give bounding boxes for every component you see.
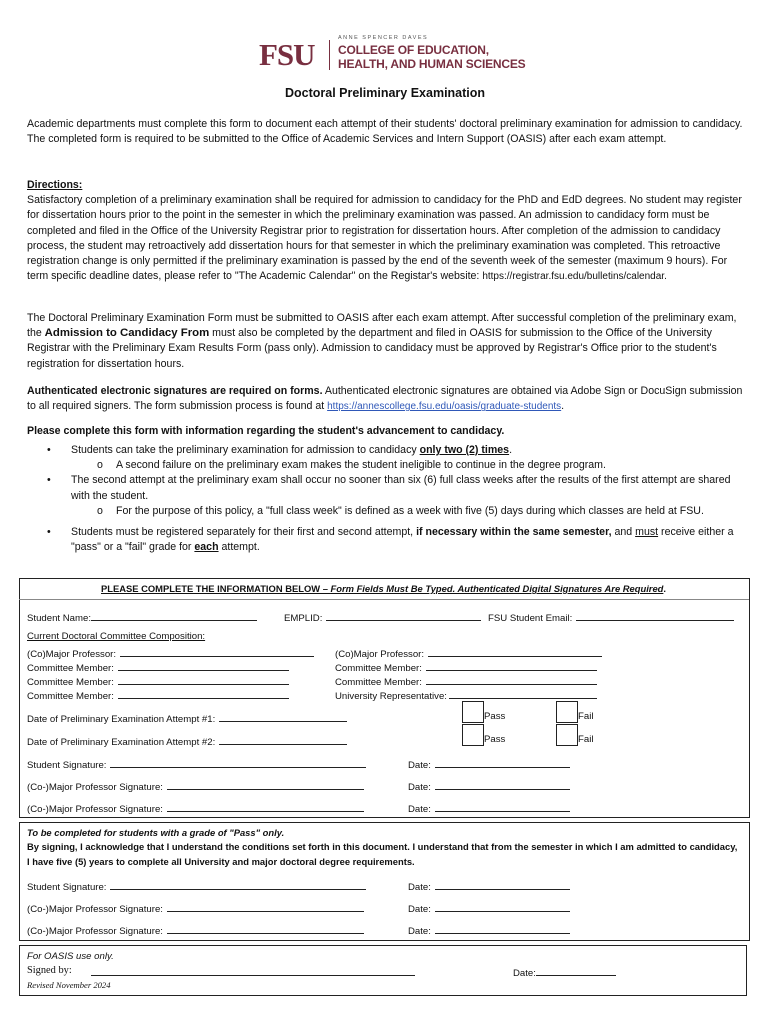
major-professor-label: (Co)Major Professor: xyxy=(27,649,117,660)
fsu-email-field[interactable] xyxy=(488,610,734,624)
date-field[interactable] xyxy=(408,901,570,915)
admission-text-a: The Doctoral Preliminary Examination Form must be submitted to OASIS after each exam attempt. After successful completion of the preliminary exam, the xyxy=(27,312,737,340)
complete-heading: Please complete this form with information regarding the student's advancement to candidacy. xyxy=(27,425,505,437)
committee-member-label: Committee Member: xyxy=(27,677,114,688)
committee-member-field[interactable] xyxy=(335,660,597,674)
committee-member-field[interactable] xyxy=(335,674,597,688)
committee-member-input[interactable] xyxy=(118,688,289,699)
pass-major-signature-field[interactable] xyxy=(27,923,364,937)
attempt2-date-field[interactable] xyxy=(27,734,347,748)
major-signature-input[interactable] xyxy=(167,801,364,812)
major-signature-field[interactable] xyxy=(27,779,364,793)
sub-bullet-item xyxy=(27,458,749,473)
attempt2-date-input[interactable] xyxy=(219,734,347,745)
signed-by-label: Signed by: xyxy=(27,965,72,976)
bullet-glyph: • xyxy=(47,474,51,487)
date-label: Date: xyxy=(408,760,431,771)
emplid-label: EMPLID: xyxy=(284,613,323,624)
sub-bullet-item xyxy=(27,504,749,519)
emplid-field[interactable] xyxy=(284,610,481,624)
major-signature-input[interactable] xyxy=(167,779,364,790)
university-rep-field[interactable] xyxy=(335,688,597,702)
fail-label: Fail xyxy=(578,734,594,745)
major-professor-input[interactable] xyxy=(120,646,314,657)
major-signature-input[interactable] xyxy=(167,923,364,934)
student-name-field[interactable] xyxy=(27,610,257,624)
bullet1-text: Students can take the preliminary examination for admission to candidacy xyxy=(71,444,420,456)
date-field[interactable] xyxy=(408,801,570,815)
directions-section xyxy=(27,178,749,284)
committee-member-input[interactable] xyxy=(426,674,597,685)
committee-member-label: Committee Member: xyxy=(27,663,114,674)
attempt1-date-input[interactable] xyxy=(219,711,347,722)
fail-label: Fail xyxy=(578,711,594,722)
university-rep-input[interactable] xyxy=(449,688,597,699)
bullet3-must: must xyxy=(635,526,659,539)
signatures-paragraph xyxy=(27,384,749,414)
student-name-label: Student Name: xyxy=(27,613,91,624)
committee-member-input[interactable] xyxy=(118,660,289,671)
committee-member-label: Committee Member: xyxy=(335,663,422,674)
pass-label: Pass xyxy=(484,711,506,722)
fsu-email-label: FSU Student Email: xyxy=(488,613,573,624)
major-signature-label: (Co-)Major Professor Signature: xyxy=(27,926,163,937)
pass-box-text: By signing, I acknowledge that I understand the conditions set forth in this document. I understand that from the semester in which I am admitted to candidacy, I have five (5) years to complete all University and major doctoral degree requirements. xyxy=(27,841,738,867)
fsu-wordmark: FSU xyxy=(259,37,315,72)
date-field[interactable] xyxy=(408,923,570,937)
bullet-item xyxy=(27,473,749,503)
banner-text-c: . xyxy=(663,583,666,594)
bullet-glyph: • xyxy=(47,444,51,456)
logo-small-text: ANNE SPENCER DAVES xyxy=(338,35,429,41)
date-label: Date: xyxy=(513,968,536,979)
signatures-required: Authenticated electronic signatures are required on forms. xyxy=(27,385,323,397)
policy-bullets xyxy=(27,443,749,555)
major-professor-field[interactable] xyxy=(335,646,602,660)
bullet3-each: each xyxy=(194,541,219,554)
logo-divider xyxy=(329,40,330,70)
date-field[interactable] xyxy=(408,879,570,893)
signed-by-input[interactable] xyxy=(91,975,415,976)
committee-member-label: Committee Member: xyxy=(27,691,114,702)
bullet3-text-c: receive either a "pass" or a "fail" grade for xyxy=(71,526,734,554)
page-title: Doctoral Preliminary Examination xyxy=(284,86,486,100)
major-signature-label: (Co-)Major Professor Signature: xyxy=(27,904,163,915)
pass-label: Pass xyxy=(484,734,506,745)
committee-member-field[interactable] xyxy=(27,674,289,688)
intro-text: Academic departments must complete this form to document each attempt of their students' doctoral preliminary examination for admission to candidacy. The completed form is required to be submitted to the Office of Academic Services and Intern Support (OASIS) after each exam attempt. xyxy=(27,118,743,146)
attempt1-fail-checkbox[interactable] xyxy=(556,701,578,723)
student-signature-label: Student Signature: xyxy=(27,760,107,771)
emplid-input[interactable] xyxy=(326,610,481,621)
banner-divider xyxy=(19,599,749,600)
bullet2-sub: For the purpose of this policy, a "full class week" is defined as a week with five (5) days during which classes are held at FSU. xyxy=(116,504,704,517)
university-rep-label: University Representative: xyxy=(335,691,447,702)
student-signature-label: Student Signature: xyxy=(27,882,107,893)
sub-bullet-glyph: o xyxy=(97,459,103,472)
bullet2-text: The second attempt at the preliminary exam shall occur no sooner than six (6) full class weeks after the results of the first attempt are shared with the student. xyxy=(71,474,731,502)
bullet3-text-b: and xyxy=(611,526,636,539)
student-signature-input[interactable] xyxy=(110,757,366,768)
bullet-glyph: • xyxy=(47,526,51,539)
date-label: Date: xyxy=(408,926,431,937)
pass-major-signature-field[interactable] xyxy=(27,901,364,915)
bullet3-end: attempt. xyxy=(218,541,260,554)
committee-member-input[interactable] xyxy=(118,674,289,685)
attempt2-pass-checkbox[interactable] xyxy=(462,724,484,746)
calendar-url: https://registrar.fsu.edu/bulletins/calendar. xyxy=(482,271,667,283)
major-signature-field[interactable] xyxy=(27,801,364,815)
attempt2-fail-checkbox[interactable] xyxy=(556,724,578,746)
date-label: Date: xyxy=(408,804,431,815)
committee-member-input[interactable] xyxy=(426,660,597,671)
major-professor-label: (Co)Major Professor: xyxy=(335,649,425,660)
date-input[interactable] xyxy=(435,757,570,768)
fsu-college-logo xyxy=(259,35,526,74)
date-label: Date: xyxy=(408,782,431,793)
date-field[interactable] xyxy=(408,757,570,771)
oasis-use-box xyxy=(19,945,747,996)
bullet-item xyxy=(27,443,749,458)
attempt1-date-field[interactable] xyxy=(27,711,347,725)
oasis-label: For OASIS use only. xyxy=(27,951,114,962)
bullet1-sub: A second failure on the preliminary exam makes the student ineligible to continue in the degree program. xyxy=(116,459,606,472)
signatures-end: . xyxy=(561,400,565,413)
attempt2-label: Date of Preliminary Examination Attempt #2: xyxy=(27,737,216,748)
date-input[interactable] xyxy=(435,901,570,912)
pass-box-heading: To be completed for students with a grade of "Pass" only. xyxy=(27,827,285,838)
banner-text-a: PLEASE COMPLETE THE INFORMATION BELOW – xyxy=(101,583,331,594)
committee-member-label: Committee Member: xyxy=(335,677,422,688)
attempt1-pass-checkbox[interactable] xyxy=(462,701,484,723)
intro-paragraph xyxy=(27,117,749,147)
bullet1-bold: only two (2) times xyxy=(419,444,510,456)
directions-text: Satisfactory completion of a preliminary examination shall be required for admission to candidacy for the PhD and EdD degrees. No student may register for dissertation hours prior to the point in the semester in which the preliminary examination was passed. An admission to candidacy form must be completed and filed in the Office of the University Registrar prior to registration for dissertation hours. After completion of the admission to candidacy process, the student may retroactively add dissertation hours for that semester in which the preliminary examination was completed. This retroactive registration change is only permitted if the preliminary examination is passed by the end of the seventh week of the semester (maximum 9 hours). For term specific deadline dates, please refer to "The Academic Calendar" on the Registar's website: xyxy=(27,194,742,283)
date-label: Date: xyxy=(408,882,431,893)
admission-form-name: Admission to Candidacy From xyxy=(44,327,210,340)
banner-text-b: Form Fields Must Be Typed. Authenticated Digital Signatures Are Required xyxy=(330,583,664,594)
major-signature-input[interactable] xyxy=(167,901,364,912)
student-name-input[interactable] xyxy=(91,610,257,621)
bullet1-end: . xyxy=(509,444,513,456)
date-input[interactable] xyxy=(435,923,570,934)
date-input[interactable] xyxy=(435,801,570,812)
form-banner xyxy=(19,583,748,594)
oasis-graduate-link[interactable]: https://annescollege.fsu.edu/oasis/graduate-students xyxy=(327,401,562,413)
college-name-line1: COLLEGE OF EDUCATION, xyxy=(338,43,489,57)
student-signature-input[interactable] xyxy=(110,879,366,890)
date-label: Date: xyxy=(408,904,431,915)
fsu-email-input[interactable] xyxy=(576,610,734,621)
sub-bullet-glyph: o xyxy=(97,504,103,517)
pass-student-signature-field[interactable] xyxy=(27,879,366,893)
date-input[interactable] xyxy=(536,965,616,976)
directions-heading: Directions: xyxy=(27,179,83,191)
admission-paragraph xyxy=(27,311,749,372)
revised-date: Revised November 2024 xyxy=(27,980,111,990)
major-signature-label: (Co-)Major Professor Signature: xyxy=(27,804,163,815)
date-input[interactable] xyxy=(435,779,570,790)
major-professor-field[interactable] xyxy=(27,646,314,660)
oasis-date-field[interactable] xyxy=(513,965,616,979)
committee-member-field[interactable] xyxy=(27,660,289,674)
date-field[interactable] xyxy=(408,779,570,793)
major-signature-label: (Co-)Major Professor Signature: xyxy=(27,782,163,793)
admission-text-b: must also be completed by the department and filed in OASIS for submission to the Office of the University Registrar with the Preliminary Exam Results Form (pass only). Admission to candidacy must be approved by Registrar's Office prior to the student's registration for dissertation hours. xyxy=(27,327,717,370)
bullet3-bold: if necessary within the same semester, xyxy=(416,526,612,539)
date-input[interactable] xyxy=(435,879,570,890)
student-signature-field[interactable] xyxy=(27,757,366,771)
attempt1-label: Date of Preliminary Examination Attempt #1: xyxy=(27,714,216,725)
bullet-item xyxy=(27,525,749,555)
bullet3-text-a: Students must be registered separately for their first and second attempt, xyxy=(71,526,417,539)
college-name-line2: HEALTH, AND HUMAN SCIENCES xyxy=(338,57,526,71)
signatures-text: Authenticated electronic signatures are obtained via Adobe Sign or DocuSign submission to all required signers. The form submission process is found at xyxy=(27,385,743,413)
committee-heading: Current Doctoral Committee Composition: xyxy=(27,631,206,642)
committee-member-field[interactable] xyxy=(27,688,289,702)
major-professor-input[interactable] xyxy=(428,646,602,657)
